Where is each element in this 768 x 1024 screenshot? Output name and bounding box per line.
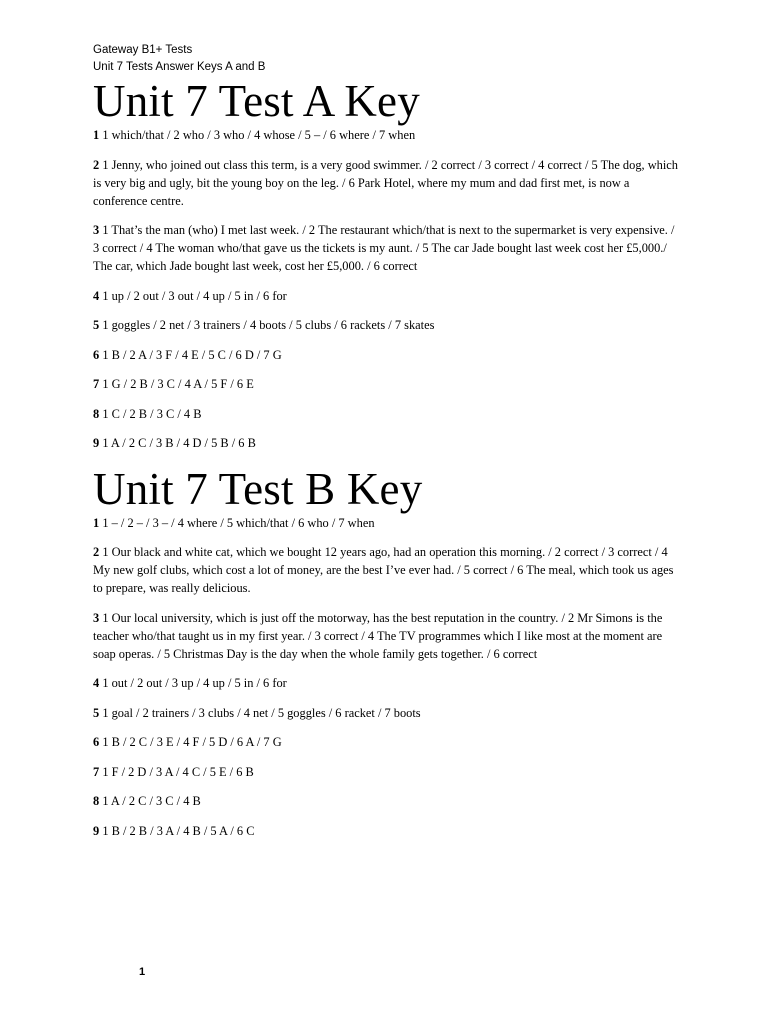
answer-number: 1 bbox=[93, 128, 100, 142]
answer-text: 1 That’s the man (who) I met last week. / 2 The restaurant which/that is next to the supermarket is very expensive. / 3 correct / 4 The woman who/that gave us the tickets is my aunt. / 5 The car Jade bought last week cost her £5,000./ The car, which Jade bought last week, cost her £5,000. / 6 correct bbox=[93, 223, 675, 273]
answer-text: 1 which/that / 2 who / 3 who / 4 whose / 5 – / 6 where / 7 when bbox=[102, 128, 416, 142]
answer-text: 1 Our local university, which is just off the motorway, has the best reputation in the country. / 2 Mr Simons is the teacher who/that taught us in my first year. / 3 correct / 4 The TV programmes which I like most at the moment are soap operas. / 5 Christmas Day is the day when the whole family gets together. / 6 correct bbox=[93, 610, 663, 661]
answer-item bbox=[93, 543, 678, 597]
answer-number: 5 bbox=[93, 705, 100, 720]
answer-text: 1 goal / 2 trainers / 3 clubs / 4 net / 5 goggles / 6 racket / 7 boots bbox=[102, 705, 421, 720]
answer-number: 3 bbox=[93, 223, 100, 237]
answer-number: 9 bbox=[93, 823, 100, 838]
test-b-title: Unit 7 Test B Key bbox=[93, 463, 423, 514]
answer-text: 1 A / 2 C / 3 B / 4 D / 5 B / 6 B bbox=[102, 436, 256, 450]
answer-number: 6 bbox=[93, 347, 100, 362]
answer-text: 1 B / 2 B / 3 A / 4 B / 5 A / 6 C bbox=[102, 823, 255, 838]
answer-text: 1 A / 2 C / 3 C / 4 B bbox=[102, 794, 201, 808]
answer-item bbox=[93, 126, 678, 144]
answer-item bbox=[93, 704, 678, 722]
answer-item bbox=[93, 733, 678, 751]
answer-item bbox=[93, 375, 678, 393]
answer-text: 1 B / 2 A / 3 F / 4 E / 5 C / 6 D / 7 G bbox=[102, 347, 282, 362]
test-b-answers bbox=[93, 514, 678, 840]
answer-item bbox=[93, 609, 678, 663]
answer-number: 7 bbox=[93, 377, 100, 391]
answer-number: 5 bbox=[93, 318, 100, 332]
answer-item bbox=[93, 792, 678, 810]
answer-item bbox=[93, 434, 678, 452]
answer-number: 4 bbox=[93, 288, 100, 303]
answer-text: 1 G / 2 B / 3 C / 4 A / 5 F / 6 E bbox=[102, 377, 254, 391]
answer-item bbox=[93, 405, 678, 423]
answer-item bbox=[93, 514, 678, 532]
answer-number: 2 bbox=[93, 157, 100, 172]
answer-text: 1 up / 2 out / 3 out / 4 up / 5 in / 6 for bbox=[102, 288, 287, 303]
answer-item bbox=[93, 287, 678, 305]
test-a-title: Unit 7 Test A Key bbox=[93, 76, 420, 126]
answer-number: 7 bbox=[93, 764, 100, 779]
answer-item bbox=[93, 763, 678, 781]
answer-text: 1 goggles / 2 net / 3 trainers / 4 boots / 5 clubs / 6 rackets / 7 skates bbox=[102, 318, 435, 332]
running-header-title: Gateway B1+ Tests bbox=[93, 44, 193, 56]
answer-text: 1 Jenny, who joined out class this term, is a very good swimmer. / 2 correct / 3 correct / 4 correct / 5 The dog, which is very big and ugly, bit the young boy on the leg. / 6 Park Hotel, where my mum and dad first met, is now a conference centre. bbox=[93, 157, 678, 208]
answer-item bbox=[93, 674, 678, 692]
answer-text: 1 – / 2 – / 3 – / 4 where / 5 which/that / 6 who / 7 when bbox=[102, 515, 375, 530]
answer-text: 1 out / 2 out / 3 up / 4 up / 5 in / 6 for bbox=[102, 676, 287, 690]
answer-text: 1 C / 2 B / 3 C / 4 B bbox=[102, 406, 202, 421]
answer-number: 1 bbox=[93, 515, 100, 530]
answer-number: 2 bbox=[93, 545, 100, 559]
running-header-subtitle: Unit 7 Tests Answer Keys A and B bbox=[93, 61, 266, 73]
answer-text: 1 F / 2 D / 3 A / 4 C / 5 E / 6 B bbox=[102, 764, 254, 779]
answer-item bbox=[93, 316, 678, 334]
answer-item bbox=[93, 822, 678, 840]
test-a-answers bbox=[93, 126, 678, 452]
answer-item bbox=[93, 221, 678, 275]
answer-item bbox=[93, 156, 678, 210]
answer-number: 8 bbox=[93, 794, 100, 808]
document-page bbox=[93, 42, 678, 851]
answer-number: 4 bbox=[93, 676, 100, 690]
answer-number: 6 bbox=[93, 735, 100, 749]
page-number: 1 bbox=[139, 966, 146, 978]
answer-number: 3 bbox=[93, 610, 100, 625]
answer-text: 1 Our black and white cat, which we bought 12 years ago, had an operation this morning. / 2 correct / 3 correct / 4 My new golf clubs, which cost a lot of money, are the best I’ve ever had. / 5 correct / 6 The meal, which took us ages to prepare, was really delicious. bbox=[93, 545, 674, 595]
answer-text: 1 B / 2 C / 3 E / 4 F / 5 D / 6 A / 7 G bbox=[102, 735, 282, 749]
answer-item bbox=[93, 346, 678, 364]
answer-number: 8 bbox=[93, 406, 100, 421]
answer-number: 9 bbox=[93, 436, 100, 450]
